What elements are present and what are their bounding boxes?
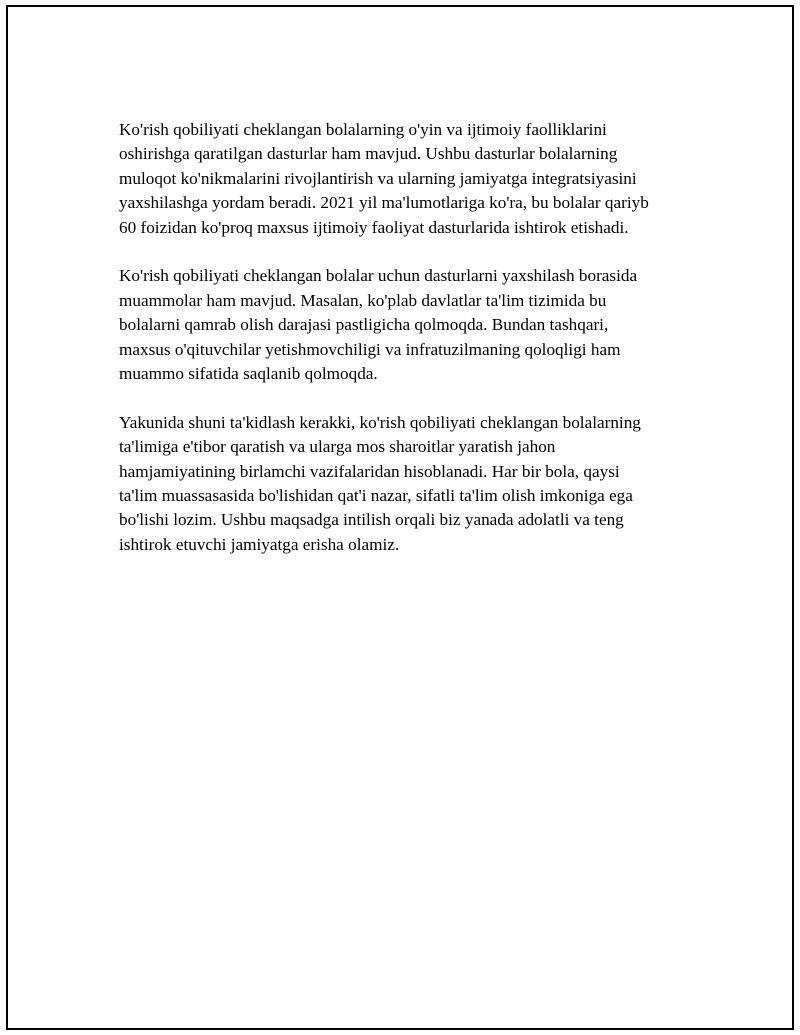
text-line: bo'lishi lozim. Ushbu maqsadga intilish orqali biz yanada adolatli va teng bbox=[119, 510, 624, 530]
text-line: muammo sifatida saqlanib qolmoqda. bbox=[119, 364, 378, 384]
text-line: Yakunida shuni ta'kidlash kerakki, ko'rish qobiliyati cheklangan bolalarning bbox=[119, 412, 641, 432]
text-line: bolalarni qamrab olish darajasi pastligicha qolmoqda. Bundan tashqari, bbox=[119, 315, 609, 335]
text-line: yaxshilashga yordam beradi. 2021 yil ma'lumotlariga ko'ra, bu bolalar qariyb bbox=[119, 193, 649, 213]
text-line: Ko'rish qobiliyati cheklangan bolalar uchun dasturlarni yaxshilash borasida bbox=[119, 266, 638, 286]
text-line: maxsus o'qituvchilar yetishmovchiligi va infratuzilmaning qoloqligi ham bbox=[119, 339, 621, 359]
text-line: hamjamiyatining birlamchi vazifalaridan hisoblanadi. Har bir bola, qaysi bbox=[119, 461, 620, 481]
text-line: ta'limiga e'tibor qaratish va ularga mos sharoitlar yaratish jahon bbox=[119, 437, 556, 457]
paragraph-problems bbox=[119, 264, 709, 386]
text-line: muloqot ko'nikmalarini rivojlantirish va ularning jamiyatga integratsiyasini bbox=[119, 168, 637, 188]
text-line: ishtirok etuvchi jamiyatga erisha olamiz. bbox=[119, 534, 400, 554]
document-page bbox=[6, 5, 794, 1030]
text-line: ta'lim muassasasida bo'lishidan qat'i nazar, sifatli ta'lim olish imkoniga ega bbox=[119, 486, 633, 506]
text-line: 60 foizidan ko'proq maxsus ijtimoiy faoliyat dasturlarida ishtirok etishadi. bbox=[119, 217, 629, 237]
text-line: muammolar ham mavjud. Masalan, ko'plab davlatlar ta'lim tizimida bu bbox=[119, 290, 607, 310]
paragraph-conclusion bbox=[119, 411, 709, 557]
text-line: Ko'rish qobiliyati cheklangan bolalarning o'yin va ijtimoiy faolliklarini bbox=[119, 120, 607, 139]
document-body bbox=[119, 118, 709, 582]
paragraph-programs bbox=[119, 118, 709, 240]
text-line: oshirishga qaratilgan dasturlar ham mavjud. Ushbu dasturlar bolalarning bbox=[119, 144, 618, 164]
